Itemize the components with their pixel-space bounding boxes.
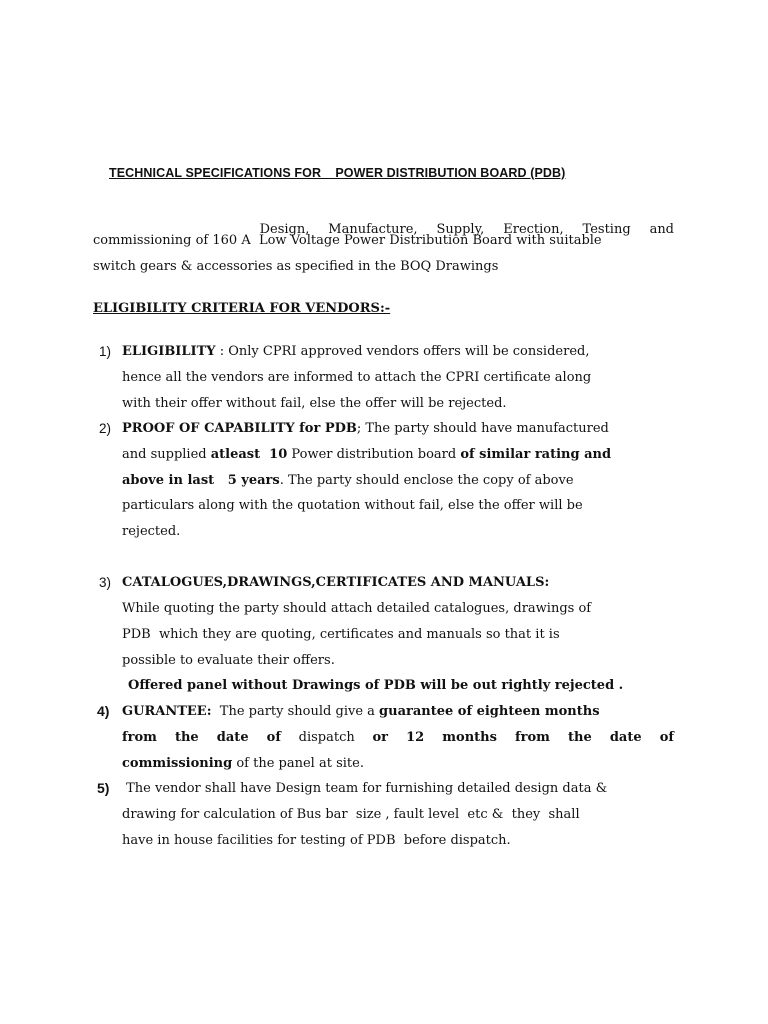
item-3-heading: CATALOGUES,DRAWINGS,CERTIFICATES AND MANUALS: <box>122 575 550 590</box>
item-1-line-3: with their offer without fail, else the offer will be rejected. <box>122 396 507 411</box>
item-2-line-3: above in last 5 years. The party should enclose the copy of above <box>122 473 574 488</box>
item-3-line-2: PDB which they are quoting, certificates and manuals so that it is <box>122 627 560 642</box>
item-4-line-3: commissioning of the panel at site. <box>122 756 364 771</box>
item-4-number: 4) <box>97 703 110 719</box>
item-3-number: 3) <box>99 575 112 590</box>
item-5-line-1: The vendor shall have Design team for furnishing detailed design data & <box>122 781 608 796</box>
document-title: TECHNICAL SPECIFICATIONS FOR POWER DISTRIBUTION BOARD (PDB) <box>109 166 566 180</box>
item-4-line-2: from the date of dispatch or 12 months from the date of <box>122 730 674 745</box>
item-3-line-1: While quoting the party should attach detailed catalogues, drawings of <box>122 601 592 616</box>
item-2-line-1: PROOF OF CAPABILITY for PDB; The party should have manufactured <box>122 421 609 436</box>
item-2-line-5: rejected. <box>122 524 181 539</box>
intro-line-1: Design, Manufacture, Supply, Erection, Testing and <box>259 222 675 237</box>
item-1-line-1: ELIGIBILITY : Only CPRI approved vendors offers will be considered, <box>122 344 590 359</box>
eligibility-heading: ELIGIBILITY CRITERIA FOR VENDORS:- <box>93 301 391 316</box>
item-2-line-2: and supplied atleast 10 Power distribution board of similar rating and <box>122 447 612 462</box>
intro-line-3: switch gears & accessories as specified in the BOQ Drawings <box>93 259 499 274</box>
item-1-number: 1) <box>99 344 112 359</box>
intro-line-2: commissioning of 160 A Low Voltage Power Distribution Board with suitable <box>93 233 602 248</box>
item-5-line-2: drawing for calculation of Bus bar size , fault level etc & they shall <box>122 807 580 822</box>
item-5-line-3: have in house facilities for testing of PDB before dispatch. <box>122 833 511 848</box>
item-1-line-2: hence all the vendors are informed to attach the CPRI certificate along <box>122 370 592 385</box>
item-2-number: 2) <box>99 421 112 436</box>
item-2-line-4: particulars along with the quotation without fail, else the offer will be <box>122 498 583 513</box>
item-5-number: 5) <box>97 780 110 796</box>
item-3-line-3: possible to evaluate their offers. <box>122 653 335 668</box>
item-3-warning: Offered panel without Drawings of PDB will be out rightly rejected . <box>128 678 624 693</box>
item-4-line-1: GURANTEE: The party should give a guarantee of eighteen months <box>122 704 600 719</box>
